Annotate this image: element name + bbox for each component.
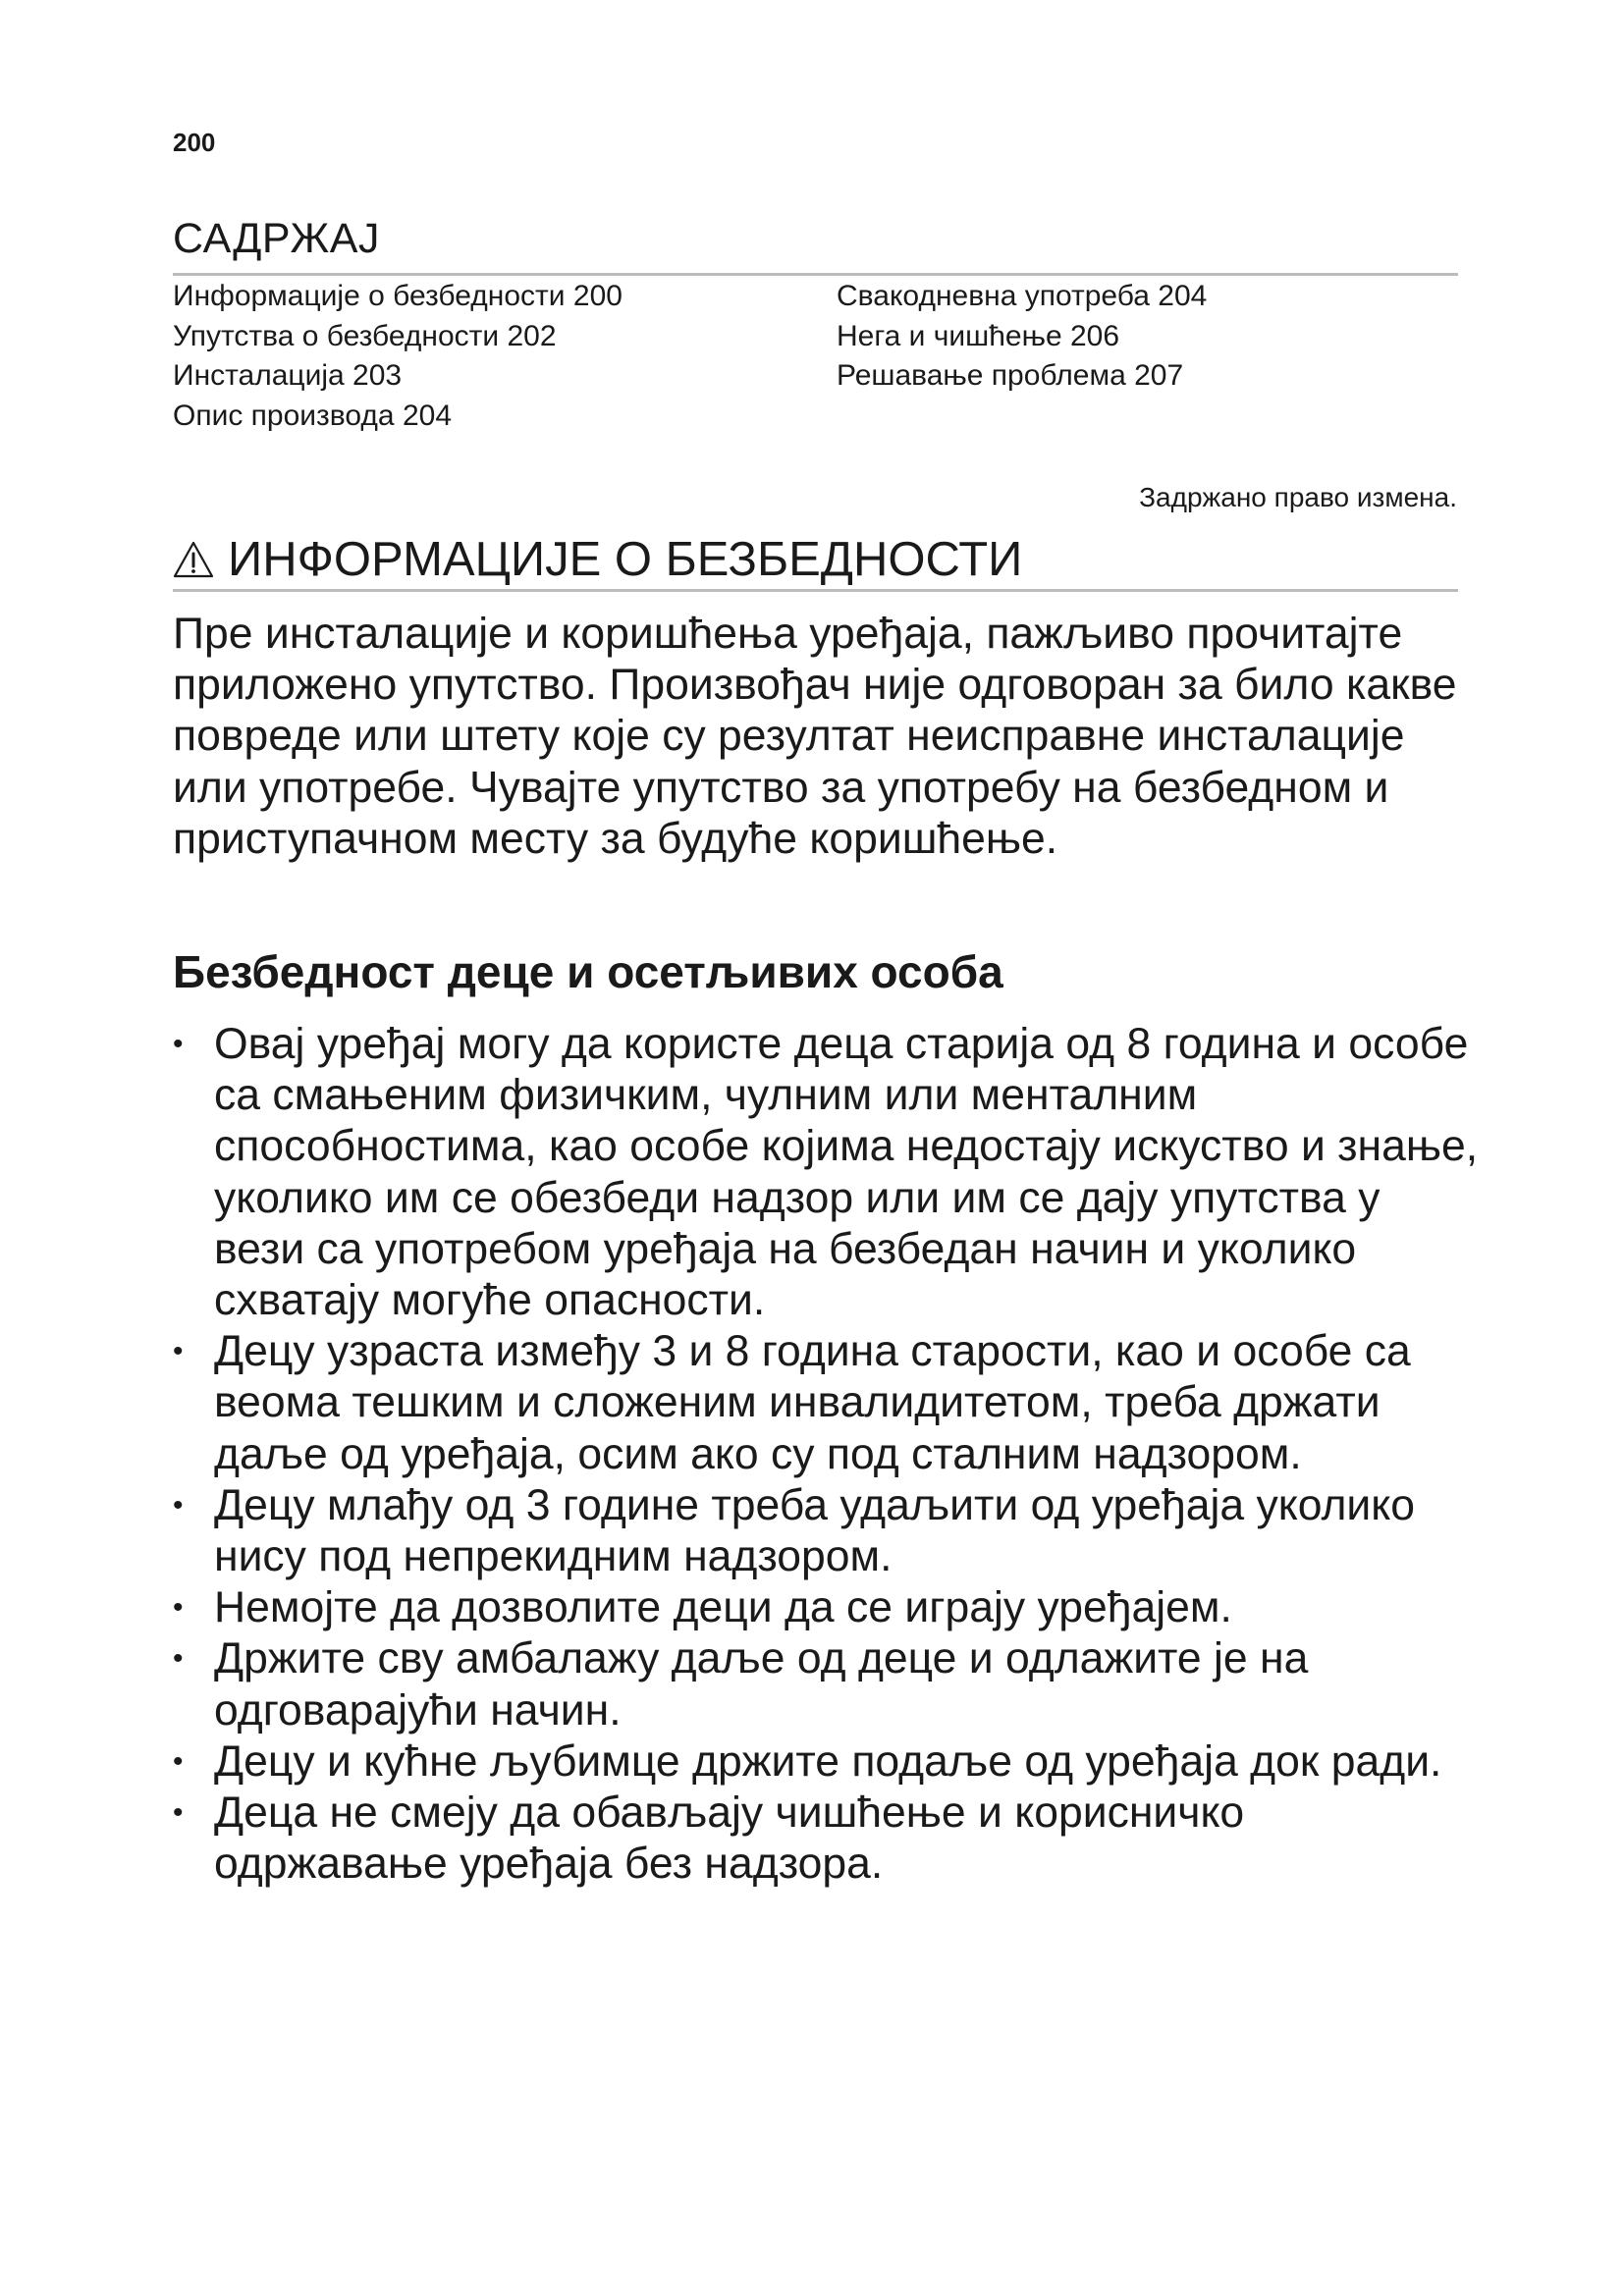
safety-section-title: ИНФОРМАЦИЈЕ О БЕЗБЕДНОСТИ <box>228 533 1023 586</box>
toc-entry[interactable]: Решавање проблема 207 <box>837 359 1184 393</box>
toc-entry[interactable]: Инсталација 203 <box>173 359 403 393</box>
list-item: • Децу узраста између 3 и 8 година старости, као и особе са веома тешким и сложеним инвалидитетом, треба држати даље од уређаја, осим ако су под сталним надзором. <box>173 1326 1479 1480</box>
toc-entry[interactable]: Свакодневна употреба 204 <box>837 280 1208 312</box>
list-item: • Овај уређај могу да користе деца старија од 8 година и особе са смањеним физичким, чулним или менталним способностима, као особе којима недостају искуство и знање, уколико им се обезбеди надзор или им се дају упутства у вези са употребом уређаја на безбедан начин и уколико схватају могуће опасности. <box>173 1019 1479 1326</box>
toc-left-column <box>173 277 623 437</box>
list-item: • Немојте да дозволите деци да се играју уређајем. <box>173 1582 1479 1633</box>
page-number: 200 <box>173 128 216 157</box>
list-item: • Децу и кућне љубимце држите подаље од уређаја док ради. <box>173 1736 1479 1788</box>
rights-reserved-note: Задржано право измена. <box>1139 482 1457 512</box>
toc-entry[interactable]: Упутства о безбедности 202 <box>173 319 557 352</box>
children-safety-list <box>173 1019 1479 1890</box>
list-item: • Децу млађу од 3 године треба удаљити од уређаја уколико нису под непрекидним надзором. <box>173 1480 1479 1582</box>
safety-section-divider <box>173 589 1458 592</box>
toc-entry[interactable]: Опис производа 204 <box>173 400 453 433</box>
warning-triangle-icon <box>173 541 214 578</box>
toc-title: САДРЖАЈ <box>173 215 380 262</box>
toc-entry[interactable]: Информације о безбедности 200 <box>173 280 623 312</box>
safety-intro-paragraph: Пре инсталације и коришћења уређаја, пажљиво прочитајте приложено упутство. Произвођач није одговоран за било какве повреде или штету које су резултат неисправне инсталације или употребе. Чувајте упутство за употребу на безбедном и приступачном месту за будуће коришћење. <box>173 610 1457 863</box>
toc-right-column <box>837 277 1207 397</box>
toc-divider <box>173 273 1458 276</box>
safety-section-heading <box>173 530 1022 589</box>
toc-entry[interactable]: Нега и чишћење 206 <box>837 319 1120 352</box>
children-safety-heading: Безбедност деце и осетљивих особа <box>173 946 1003 997</box>
list-item: • Држите сву амбалажу даље од деце и одлажите је на одговарајући начин. <box>173 1633 1479 1735</box>
list-item: • Деца не смеју да обављају чишћење и корисничко одржавање уређаја без надзора. <box>173 1788 1479 1890</box>
